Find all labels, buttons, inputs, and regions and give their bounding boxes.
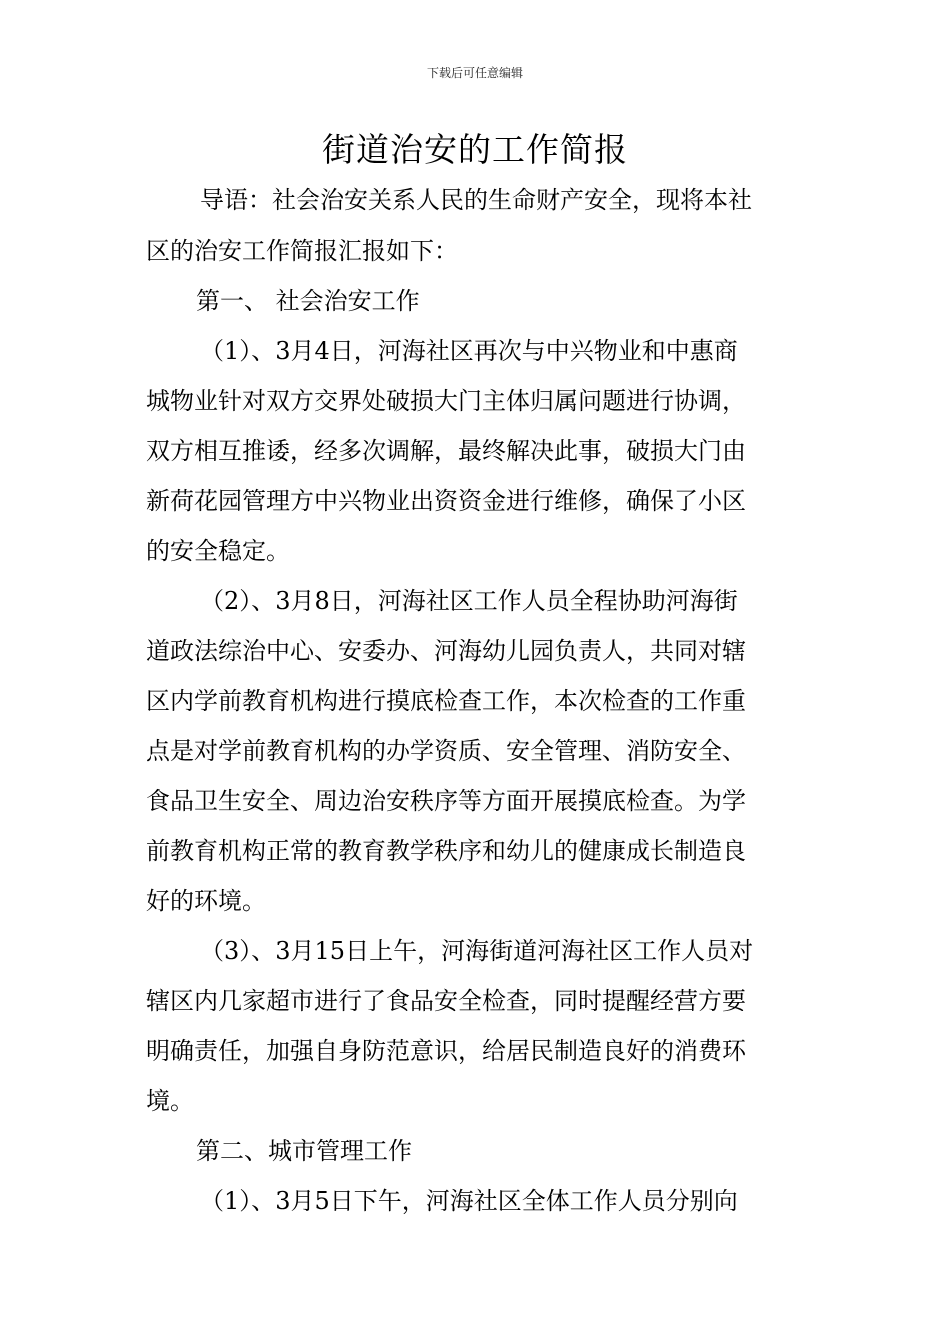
document-title: 街道治安的工作简报: [322, 130, 628, 169]
paragraph-line: （1）、3月4日，河海社区再次与中兴物业和中惠商: [200, 337, 738, 365]
paragraph-line: 双方相互推诿，经多次调解，最终解决此事，破损大门由: [146, 437, 746, 465]
paragraph-line: 城物业针对双方交界处破损大门主体归属问题进行协调，: [146, 387, 746, 415]
intro-line-1: 导语：社会治安关系人民的生命财产安全，现将本社: [200, 186, 752, 214]
intro-line-2: 区的治安工作简报汇报如下：: [146, 237, 458, 265]
paragraph-line: 点是对学前教育机构的办学资质、安全管理、消防安全、: [146, 737, 746, 765]
paragraph-line: 区内学前教育机构进行摸底检查工作，本次检查的工作重: [146, 687, 746, 715]
paragraph-line: （3）、3月15日上午，河海街道河海社区工作人员对: [200, 937, 754, 965]
paragraph-line: 好的环境。: [146, 887, 266, 915]
paragraph-line: （1）、3月5日下午，河海社区全体工作人员分别向: [200, 1187, 738, 1215]
section-heading-1: 第一、 社会治安工作: [196, 287, 420, 315]
page-header: 下载后可任意编辑: [426, 66, 523, 80]
paragraph-line: 食品卫生安全、周边治安秩序等方面开展摸底检查。为学: [146, 787, 746, 815]
paragraph-line: 前教育机构正常的教育教学秩序和幼儿的健康成长制造良: [146, 837, 746, 865]
paragraph-line: 的安全稳定。: [146, 537, 290, 565]
paragraph-line: 境。: [146, 1087, 194, 1115]
paragraph-line: 明确责任，加强自身防范意识，给居民制造良好的消费环: [146, 1037, 746, 1065]
paragraph-line: 新荷花园管理方中兴物业出资资金进行维修，确保了小区: [146, 487, 746, 515]
paragraph-line: （2）、3月8日，河海社区工作人员全程协助河海街: [200, 587, 738, 615]
paragraph-line: 辖区内几家超市进行了食品安全检查，同时提醒经营方要: [146, 987, 746, 1015]
section-heading-2: 第二、城市管理工作: [196, 1137, 412, 1165]
paragraph-line: 道政法综治中心、安委办、河海幼儿园负责人，共同对辖: [146, 637, 746, 665]
